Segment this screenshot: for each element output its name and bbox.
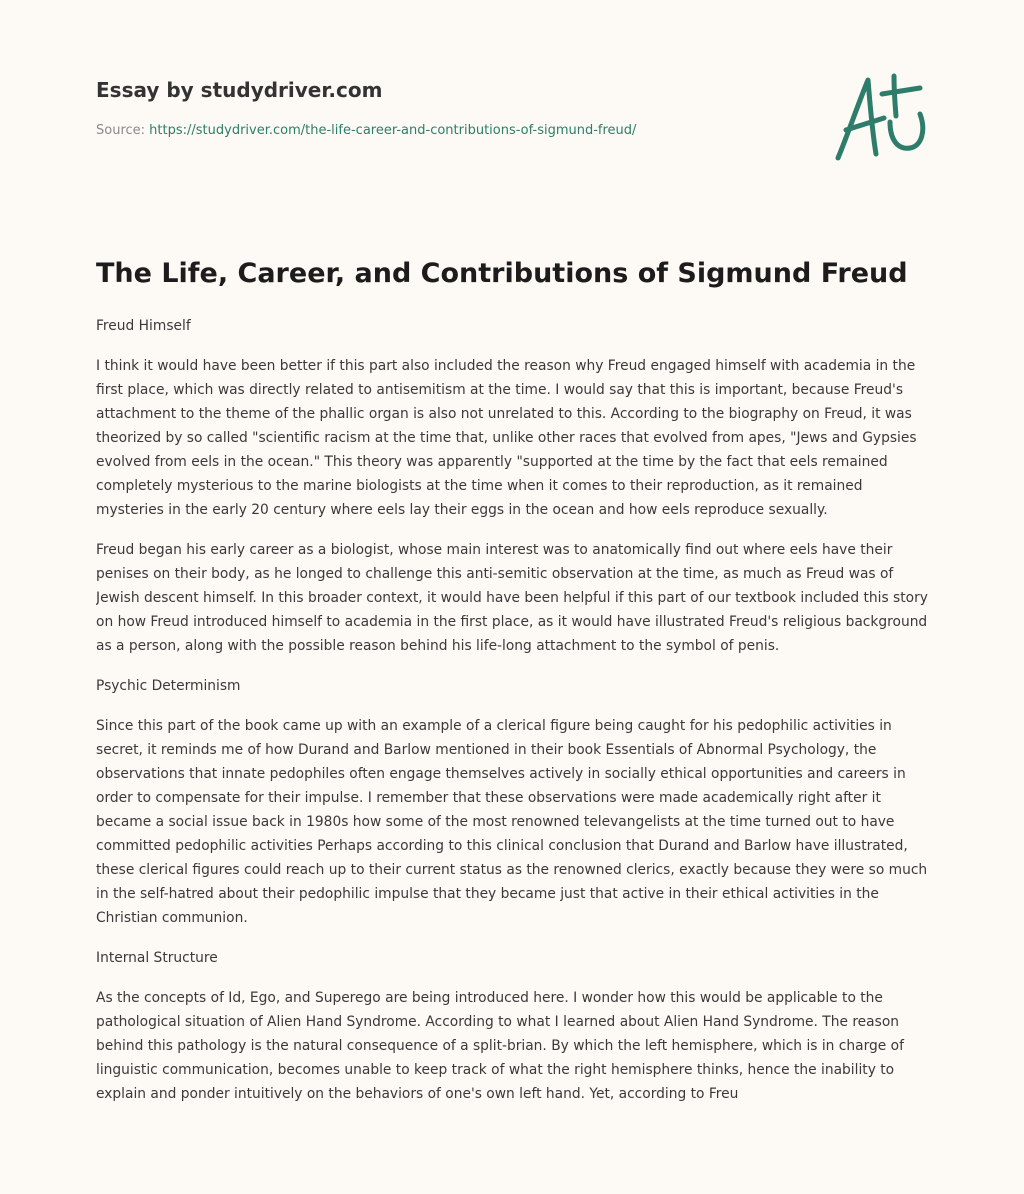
essay-page bbox=[96, 0, 928, 1194]
source-link[interactable]: https://studydriver.com/the-life-career-and-contributions-of-sigmund-freud/ bbox=[149, 123, 637, 138]
paragraph: As the concepts of Id, Ego, and Superego are being introduced here. I wonder how this would be applicable to the pathological situation of Alien Hand Syndrome. According to what I learned about Alien Hand Syndrome. The reason behind this pathology is the natural consequence of a split-brian. By which the left hemisphere, which is in charge of linguistic communication, becomes unable to keep track of what the right hemisphere thinks, hence the inability to explain and ponder intuitively on the behaviors of one's own left hand. Yet, according to Freu bbox=[96, 990, 904, 1102]
source-label: Source: bbox=[96, 123, 146, 138]
article-body bbox=[96, 314, 928, 1122]
section-heading-freud-himself: Freud Himself bbox=[96, 318, 191, 334]
paragraph: I think it would have been better if this part also included the reason why Freud engaged himself with academia in the first place, which was directly related to antisemitism at the time. I would say that this is important, because Freud's attachment to the theme of the phallic organ is also not unrelated to this. According to the biography on Freud, it was theorized by so called "scientific racism at the time that, unlike other races that evolved from apes, "Jews and Gypsies evolved from eels in the ocean." This theory was apparently "supported at the time by the fact that eels remained completely mysterious to the marine biologists at the time when it comes to their reproduction, as it remained mysteries in the early 20 century where eels lay their eggs in the ocean and how eels reproduce sexually. bbox=[96, 358, 917, 518]
source-line bbox=[96, 122, 928, 140]
page-header bbox=[96, 76, 928, 196]
brand-title: Essay by studydriver.com bbox=[96, 78, 383, 102]
paragraph: Since this part of the book came up with an example of a clerical figure being caught for his pedophilic activities in secret, it reminds me of how Durand and Barlow mentioned in their book Essentials of Abnormal Psychology, the observations that innate pedophiles often engage themselves actively in socially ethical opportunities and careers in order to compensate for their impulse. I remember that these observations were made academically right after it became a social issue back in 1980s how some of the most renowned televangelists at the time turned out to have committed pedophilic activities Perhaps according to this clinical conclusion that Durand and Barlow have illustrated, these clerical figures could reach up to their current status as the renowned clerics, exactly because they were so much in the self-hatred about their pedophilic impulse that they became just that active in their ethical activities in the Christian communion. bbox=[96, 718, 928, 926]
paragraph: Freud began his early career as a biologist, whose main interest was to anatomically find out where eels have their penises on their body, as he longed to challenge this anti-semitic observation at the time, as much as Freud was of Jewish descent himself. In this broader context, it would have been helpful if this part of our textbook included this story on how Freud introduced himself to academia in the first place, as it would have illustrated Freud's religious background as a person, along with the possible reason behind his life-long attachment to the symbol of penis. bbox=[96, 542, 928, 654]
article-title: The Life, Career, and Contributions of Sigmund Freud bbox=[96, 258, 908, 289]
section-heading-psychic-determinism: Psychic Determinism bbox=[96, 678, 241, 694]
a-plus-logo-icon bbox=[824, 68, 928, 168]
section-heading-internal-structure: Internal Structure bbox=[96, 950, 218, 966]
